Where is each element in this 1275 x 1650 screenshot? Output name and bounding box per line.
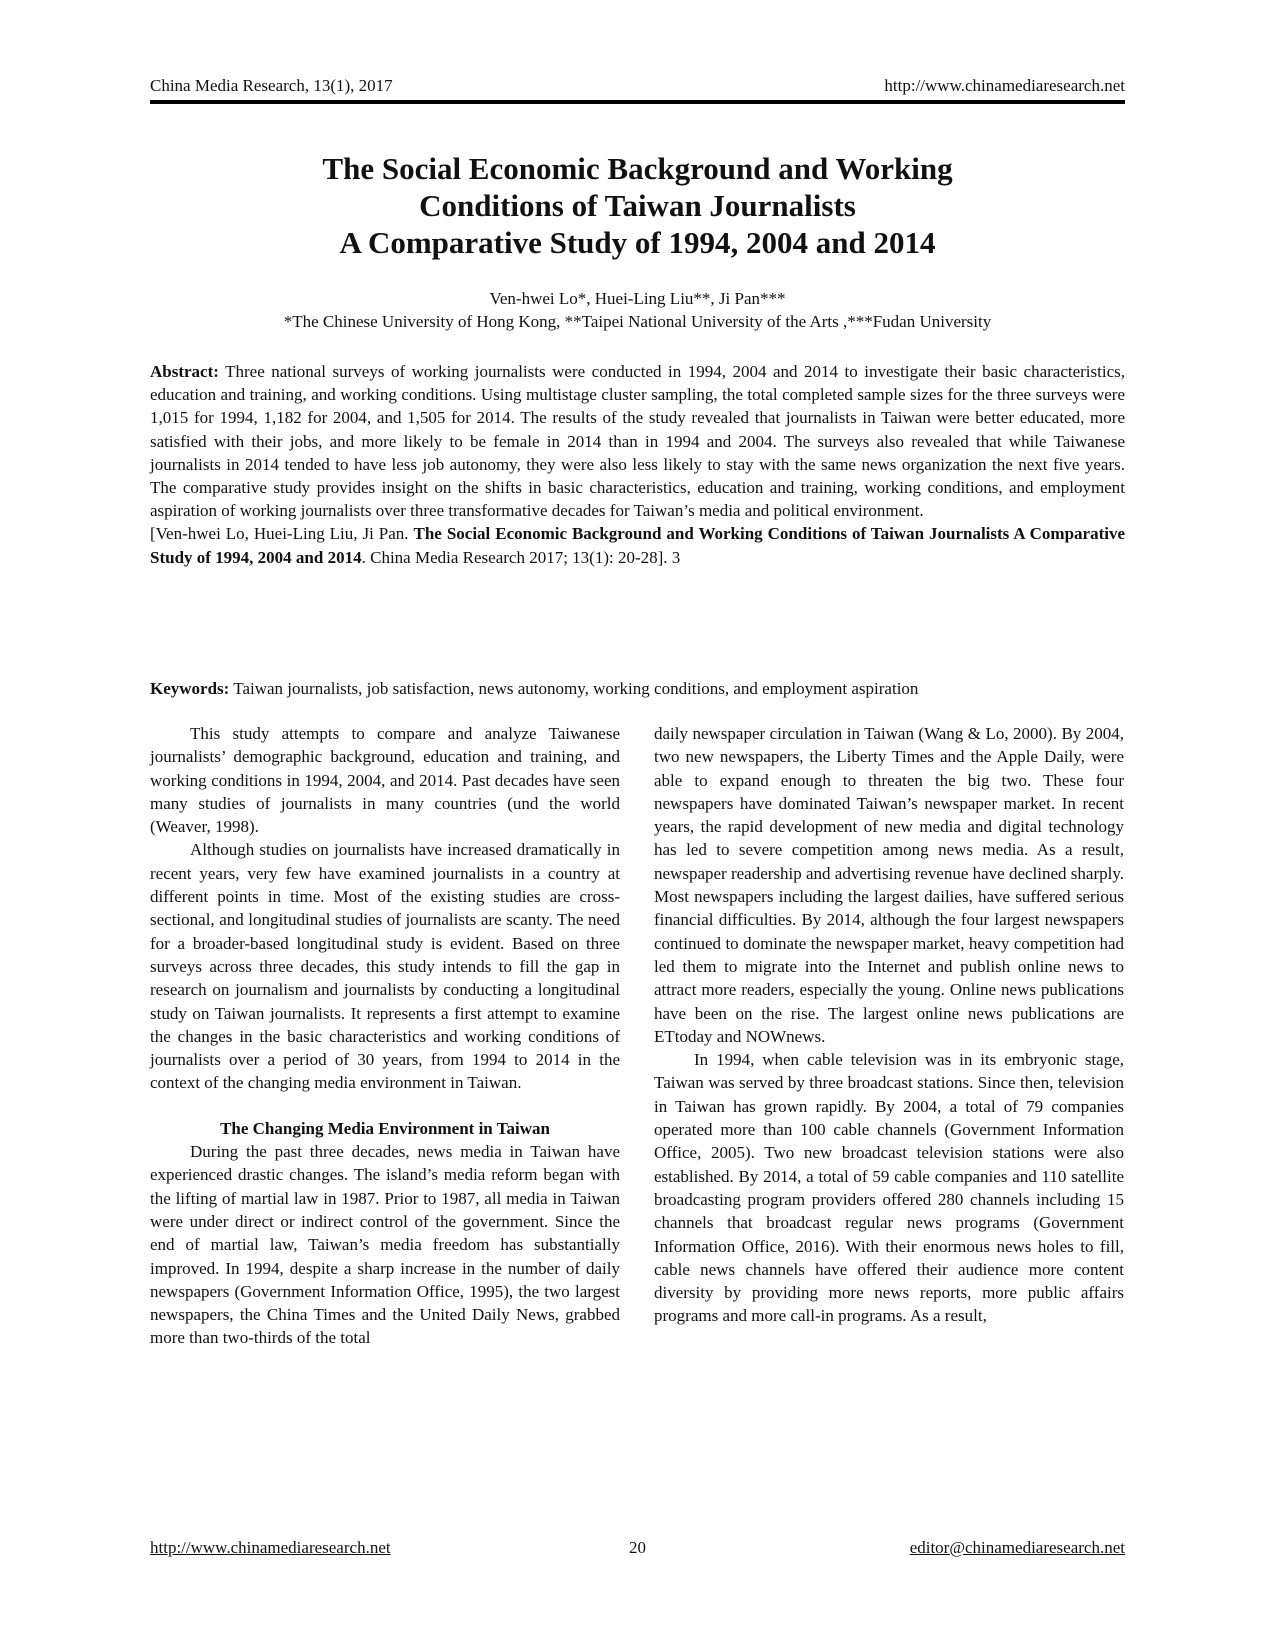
abstract-paragraph	[150, 360, 1125, 522]
citation-title: The Social Economic Background and Working Conditions of Taiwan Journalists A Comparative Study of 1994, 2004 and 2014	[150, 524, 1126, 567]
page-number: 20	[629, 1538, 646, 1557]
body-paragraph: During the past three decades, news media in Taiwan have experienced drastic changes. The island’s media reform began with the lifting of martial law in 1987. Prior to 1987, all media in Taiwan were under direct or indirect control of the government. Since the end of martial law, Taiwan’s media freedom has substantially improved. In 1994, despite a sharp increase in the number of daily newspapers (Government Information Office, 1995), the two largest newspapers, the China Times and the United Daily News, grabbed more than two-thirds of the total	[150, 1142, 620, 1348]
citation-paragraph	[150, 522, 1125, 568]
title-line: A Comparative Study of 1994, 2004 and 2014	[339, 225, 936, 260]
abstract-label: Abstract:	[150, 362, 219, 381]
journal-citation: China Media Research, 13(1), 2017	[150, 76, 393, 95]
author-block	[150, 287, 1125, 333]
keywords	[150, 677, 1125, 700]
citation-prefix: [Ven-hwei Lo, Huei-Ling Liu, Ji Pan.	[150, 524, 414, 544]
citation-suffix: . China Media Research 2017; 13(1): 20-28]. 3	[361, 547, 681, 567]
keywords-text: Taiwan journalists, job satisfaction, news autonomy, working conditions, and employment aspiration	[229, 679, 919, 698]
paper-title	[150, 150, 1125, 261]
abstract-text: Three national surveys of working journalists were conducted in 1994, 2004 and 2014 to investigate their basic characteristics, education and training, and working conditions. Using multistage cluster sampling, the total completed sample sizes for the three surveys were 1,015 for 1994, 1,182 for 2004, and 1,505 for 2014. The results of the study revealed that journalists in Taiwan were better educated, more satisfied with their jobs, and more likely to be female in 2014 than in 1994 and 2004. The surveys also revealed that while Taiwanese journalists in 2014 tended to have less job autonomy, they were also less likely to stay with the same news organization the next five years. The comparative study provides insight on the shifts in basic characteristics, education and training, working conditions, and employment aspiration of working journalists over three transformative decades for Taiwan’s media and political environment.	[150, 362, 1125, 521]
footer-url-link[interactable]: http://www.chinamediaresearch.net	[150, 1538, 391, 1557]
body-paragraph: Although studies on journalists have increased dramatically in recent years, very few have examined journalists in a country at different points in time. Most of the existing studies are cross-sectional, and longitudinal studies of journalists are scanty. The need for a broader-based longitudinal study is evident. Based on three surveys across three decades, this study intends to fill the gap in research on journalism and journalists by conducting a longitudinal study on Taiwan journalists. It represents a first attempt to examine the changes in the basic characteristics and working conditions of journalists over a period of 30 years, from 1994 to 2014 in the context of the changing media environment in Taiwan.	[150, 840, 620, 1093]
section-heading: The Changing Media Environment in Taiwan	[220, 1118, 550, 1138]
running-footer	[150, 1538, 1125, 1560]
title-line: Conditions of Taiwan Journalists	[419, 188, 856, 223]
body-paragraph: This study attempts to compare and analyze Taiwanese journalists’ demographic background, education and training, and working conditions in 1994, 2004, and 2014. Past decades have seen many studies of journalists in many countries (und the world (Weaver, 1998).	[150, 724, 620, 837]
footer-email-link[interactable]: editor@chinamediaresearch.net	[909, 1538, 1125, 1557]
body-paragraph: daily newspaper circulation in Taiwan (Wang & Lo, 2000). By 2004, two new newspapers, the Liberty Times and the Apple Daily, were able to expand enough to threaten the big two. These four newspapers have dominated Taiwan’s newspaper market. In recent years, the rapid development of new media and digital technology has led to severe competition among news media. As a result, newspaper readership and advertising revenue have declined sharply. Most newspapers including the largest dailies, have suffered serious financial difficulties. By 2014, although the four largest newspapers continued to dominate the newspaper market, heavy competition had led them to migrate into the Internet and publish online news to attract more readers, especially the young. Online news publications have been on the rise. The largest online news publications are ETtoday and NOWnews.	[654, 724, 1124, 1046]
header-url: http://www.chinamediaresearch.net	[884, 76, 1125, 95]
abstract	[150, 360, 1125, 569]
body-paragraph: In 1994, when cable television was in its embryonic stage, Taiwan was served by three broadcast stations. Since then, television in Taiwan has grown rapidly. By 2004, a total of 79 companies operated more than 100 cable channels (Government Information Office, 2005). Two new broadcast television stations were also established. By 2014, a total of 59 cable companies and 110 satellite broadcasting program providers offered 280 channels including 15 channels that broadcast regular news programs (Government Information Office, 2016). With their enormous news holes to fill, cable news channels have offered their audience more content diversity by providing more news reports, more public affairs programs and more call-in programs. As a result,	[654, 1050, 1124, 1326]
left-column	[150, 722, 620, 1350]
header-rule	[150, 100, 1125, 104]
running-header	[150, 76, 1125, 98]
author-names: Ven-hwei Lo*, Huei-Ling Liu**, Ji Pan***	[489, 289, 786, 308]
title-line: The Social Economic Background and Working	[322, 151, 953, 186]
author-affiliations: *The Chinese University of Hong Kong, **Taipei National University of the Arts ,***Fudan University	[283, 312, 992, 331]
right-column	[654, 722, 1124, 1328]
keywords-label: Keywords:	[150, 679, 230, 698]
